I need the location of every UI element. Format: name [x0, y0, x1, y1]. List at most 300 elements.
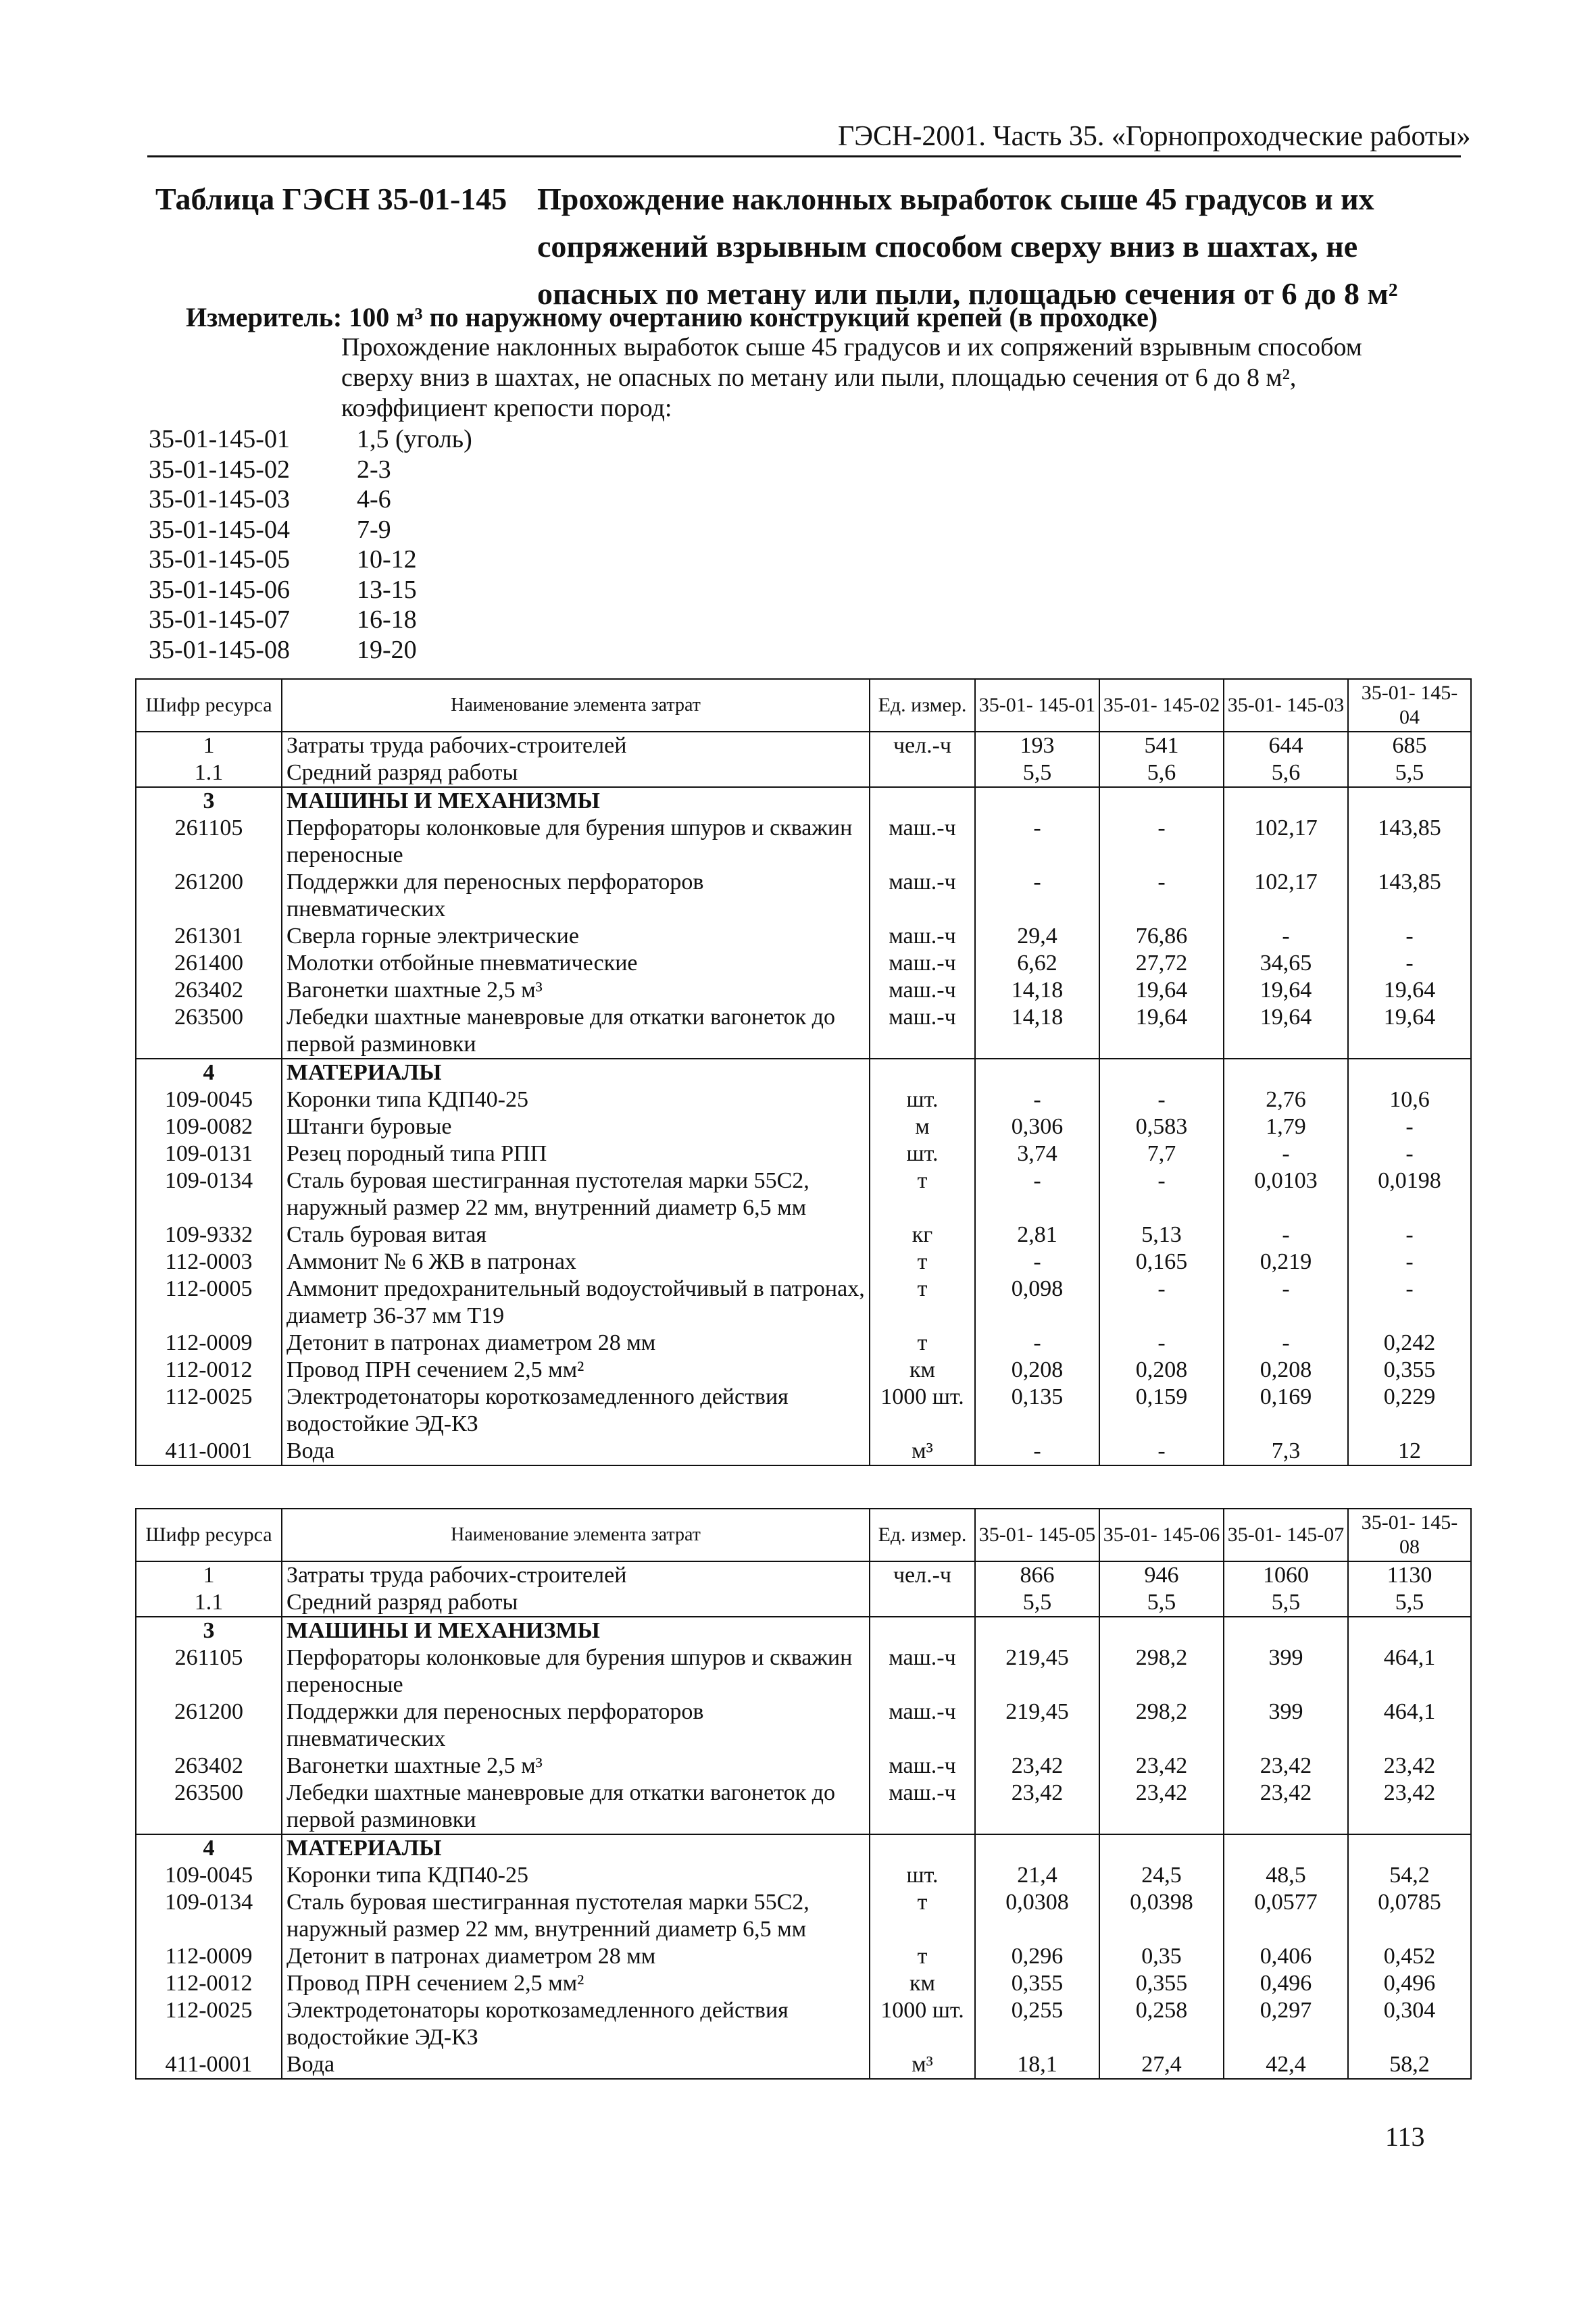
norm-value: - [1224, 1330, 1348, 1357]
element-name: Вагонетки шахтные 2,5 м³ [282, 1753, 870, 1780]
norm-value: - [1099, 1330, 1224, 1357]
code-hardness: 13-15 [357, 575, 417, 604]
norm-value: - [1099, 1167, 1224, 1222]
table-row [136, 923, 1471, 950]
element-name: Вагонетки шахтные 2,5 м³ [282, 977, 870, 1004]
unit: км [870, 1970, 975, 1997]
norm-value: 14,18 [975, 1004, 1099, 1059]
norm-value [1224, 787, 1348, 815]
code-id: 35-01-145-05 [149, 545, 290, 574]
norm-value: - [1224, 1222, 1348, 1249]
norm-value: 2,76 [1224, 1086, 1348, 1113]
norm-value: 34,65 [1224, 950, 1348, 977]
title-text [537, 176, 1483, 318]
description-line: коэффициент крепости пород: [341, 394, 672, 422]
element-name: Лебедки шахтные маневровые для откатки вагонеток до первой разминовки [282, 1004, 870, 1059]
table-row [136, 977, 1471, 1004]
section-title: МАШИНЫ И МЕХАНИЗМЫ [282, 1617, 870, 1644]
norm-value: 12 [1348, 1438, 1471, 1465]
table-row [136, 815, 1471, 869]
norm-value: 23,42 [1099, 1753, 1224, 1780]
work-description [341, 332, 1476, 424]
element-name: Провод ПРН сечением 2,5 мм² [282, 1970, 870, 1997]
norm-value: 866 [975, 1561, 1099, 1589]
table-row [136, 1561, 1471, 1589]
resource-code: 112-0012 [136, 1970, 282, 1997]
unit: т [870, 1249, 975, 1276]
resource-code: 261105 [136, 815, 282, 869]
unit: т [870, 1889, 975, 1943]
resources-table-2 [135, 1508, 1472, 2080]
norm-value: - [1348, 1249, 1471, 1276]
norm-value: 23,42 [1224, 1780, 1348, 1834]
norm-value: 0,135 [975, 1384, 1099, 1438]
table-row [136, 1059, 1471, 1086]
unit: т [870, 1330, 975, 1357]
element-name: Поддержки для переносных перфораторов пневматических [282, 869, 870, 923]
code-row [149, 575, 472, 605]
header-unit: Ед. измер. [870, 679, 975, 732]
norm-value: 946 [1099, 1561, 1224, 1589]
unit: шт. [870, 1140, 975, 1167]
norm-value: 0,0398 [1099, 1889, 1224, 1943]
table-row [136, 1753, 1471, 1780]
resource-code: 411-0001 [136, 2051, 282, 2079]
table-row [136, 1970, 1471, 1997]
table-row [136, 1140, 1471, 1167]
resource-code: 263500 [136, 1004, 282, 1059]
resource-code: 112-0003 [136, 1249, 282, 1276]
element-name: Детонит в патронах диаметром 28 мм [282, 1330, 870, 1357]
header-norm: 35-01- 145-08 [1348, 1509, 1471, 1561]
norm-value: 0,496 [1348, 1970, 1471, 1997]
norm-value: 0,169 [1224, 1384, 1348, 1438]
header-norm: 35-01- 145-05 [975, 1509, 1099, 1561]
unit: 1000 шт. [870, 1384, 975, 1438]
resource-code: 1.1 [136, 1589, 282, 1617]
norm-value: 5,5 [1099, 1589, 1224, 1617]
element-name: Коронки типа КДП40-25 [282, 1862, 870, 1889]
element-name: Поддержки для переносных перфораторов пневматических [282, 1699, 870, 1753]
header-element-name: Наименование элемента затрат [282, 679, 870, 732]
norm-value: 54,2 [1348, 1862, 1471, 1889]
norm-value: 6,62 [975, 950, 1099, 977]
code-hardness: 7-9 [357, 515, 391, 544]
description-line: Прохождение наклонных выработок сыше 45 градусов и их сопряжений взрывным способом [341, 333, 1362, 361]
table-row [136, 1438, 1471, 1465]
unit: т [870, 1276, 975, 1330]
element-name: Аммонит предохранительный водоустойчивый в патронах, диаметр 36-37 мм Т19 [282, 1276, 870, 1330]
norm-value: 0,208 [975, 1357, 1099, 1384]
norm-value: 48,5 [1224, 1862, 1348, 1889]
norm-value: - [1348, 1222, 1471, 1249]
table-row [136, 1834, 1471, 1862]
norm-value: 219,45 [975, 1644, 1099, 1699]
norm-value: 0,355 [1348, 1357, 1471, 1384]
unit: т [870, 1167, 975, 1222]
element-name: Коронки типа КДП40-25 [282, 1086, 870, 1113]
code-id: 35-01-145-02 [149, 455, 290, 484]
unit: маш.-ч [870, 815, 975, 869]
norm-value: 0,159 [1099, 1384, 1224, 1438]
norm-value: 1130 [1348, 1561, 1471, 1589]
norm-value: 399 [1224, 1644, 1348, 1699]
header-element-name: Наименование элемента затрат [282, 1509, 870, 1561]
norm-value: 0,406 [1224, 1943, 1348, 1970]
norm-value: 14,18 [975, 977, 1099, 1004]
norm-value: 21,4 [975, 1862, 1099, 1889]
norm-value: 23,42 [1224, 1753, 1348, 1780]
unit: шт. [870, 1862, 975, 1889]
measure-unit: Измеритель: 100 м³ по наружному очертанию конструкций крепей (в проходке) [186, 302, 1158, 332]
resource-code: 112-0005 [136, 1276, 282, 1330]
table-row [136, 2051, 1471, 2079]
code-hardness: 19-20 [357, 635, 417, 664]
unit: 1000 шт. [870, 1997, 975, 2051]
unit: чел.-ч [870, 1561, 975, 1589]
header-norm: 35-01- 145-02 [1099, 679, 1224, 732]
resource-code: 4 [136, 1834, 282, 1862]
header-rule [147, 155, 1461, 157]
norm-value: 685 [1348, 732, 1471, 759]
code-hardness: 10-12 [357, 545, 417, 574]
norm-value: 5,6 [1224, 759, 1348, 787]
norm-value [1348, 1834, 1471, 1862]
norm-value: 23,42 [1099, 1780, 1224, 1834]
norm-value [1099, 1059, 1224, 1086]
element-name: Сталь буровая витая [282, 1222, 870, 1249]
table-row [136, 1276, 1471, 1330]
norm-value: 0,208 [1224, 1357, 1348, 1384]
norm-value: 541 [1099, 732, 1224, 759]
element-name: Затраты труда рабочих-строителей [282, 1561, 870, 1589]
unit: маш.-ч [870, 1780, 975, 1834]
norm-value: 143,85 [1348, 869, 1471, 923]
norm-value: 0,496 [1224, 1970, 1348, 1997]
norm-value: 3,74 [975, 1140, 1099, 1167]
header-resource-code: Шифр ресурса [136, 1509, 282, 1561]
header-norm: 35-01- 145-03 [1224, 679, 1348, 732]
unit: кг [870, 1222, 975, 1249]
norm-value: 23,42 [975, 1753, 1099, 1780]
norm-value: 298,2 [1099, 1644, 1224, 1699]
norm-value: 23,42 [975, 1780, 1099, 1834]
norm-value: 19,64 [1224, 1004, 1348, 1059]
unit [870, 1589, 975, 1617]
norm-value: - [1099, 815, 1224, 869]
norm-value: 102,17 [1224, 869, 1348, 923]
table-row [136, 1862, 1471, 1889]
norm-value [975, 1617, 1099, 1644]
section-title: МАТЕРИАЛЫ [282, 1059, 870, 1086]
norm-value: - [1348, 1276, 1471, 1330]
running-header: ГЭСН-2001. Часть 35. «Горнопроходческие работы» [838, 121, 1471, 152]
element-name: Вода [282, 2051, 870, 2079]
resource-code: 3 [136, 787, 282, 815]
code-id: 35-01-145-04 [149, 515, 290, 544]
norm-value: - [1348, 1140, 1471, 1167]
norm-value [975, 1059, 1099, 1086]
resource-code: 109-9332 [136, 1222, 282, 1249]
norm-value: - [1348, 1113, 1471, 1140]
table-row [136, 1699, 1471, 1753]
table-row [136, 1330, 1471, 1357]
norm-value: 193 [975, 732, 1099, 759]
resource-code: 263402 [136, 1753, 282, 1780]
norm-value: - [975, 815, 1099, 869]
description-line: сверху вниз в шахтах, не опасных по метану или пыли, площадью сечения от 6 до 8 м², [341, 363, 1297, 392]
unit: м³ [870, 1438, 975, 1465]
norm-value [1348, 787, 1471, 815]
resource-code: 263402 [136, 977, 282, 1004]
norm-value: 2,81 [975, 1222, 1099, 1249]
table-row [136, 1086, 1471, 1113]
table-row [136, 1384, 1471, 1438]
norm-value: 143,85 [1348, 815, 1471, 869]
norm-value: - [975, 1167, 1099, 1222]
table-row [136, 1113, 1471, 1140]
norm-value: 0,098 [975, 1276, 1099, 1330]
norm-value: 0,452 [1348, 1943, 1471, 1970]
resource-code: 1.1 [136, 759, 282, 787]
unit [870, 787, 975, 815]
code-hardness: 2-3 [357, 455, 391, 484]
norm-value: 5,6 [1099, 759, 1224, 787]
header-norm: 35-01- 145-07 [1224, 1509, 1348, 1561]
title-line: сопряжений взрывным способом сверху вниз в шахтах, не [537, 229, 1358, 263]
norm-value: 29,4 [975, 923, 1099, 950]
header-norm: 35-01- 145-06 [1099, 1509, 1224, 1561]
norm-value: 0,583 [1099, 1113, 1224, 1140]
norm-value: 0,208 [1099, 1357, 1224, 1384]
element-name: Средний разряд работы [282, 759, 870, 787]
unit [870, 1059, 975, 1086]
norm-value: 0,165 [1099, 1249, 1224, 1276]
norm-value: 23,42 [1348, 1753, 1471, 1780]
code-id: 35-01-145-03 [149, 485, 290, 513]
element-name: Резец породный типа РПП [282, 1140, 870, 1167]
table-row [136, 1780, 1471, 1834]
norm-value [1348, 1617, 1471, 1644]
norm-value: 1060 [1224, 1561, 1348, 1589]
norm-value: - [1099, 1276, 1224, 1330]
code-hardness: 1,5 (уголь) [357, 425, 472, 453]
table-row [136, 950, 1471, 977]
title-prefix: Таблица ГЭСН 35-01-145 [155, 182, 507, 216]
section-title: МАТЕРИАЛЫ [282, 1834, 870, 1862]
norm-value: - [975, 1330, 1099, 1357]
norm-value: 5,5 [975, 759, 1099, 787]
unit: чел.-ч [870, 732, 975, 759]
norm-value: 10,6 [1348, 1086, 1471, 1113]
norm-value: 5,13 [1099, 1222, 1224, 1249]
table-row [136, 787, 1471, 815]
unit: маш.-ч [870, 950, 975, 977]
norm-value: 5,5 [1348, 759, 1471, 787]
resources-table-1 [135, 678, 1472, 1466]
resource-code: 109-0045 [136, 1086, 282, 1113]
element-name: Детонит в патронах диаметром 28 мм [282, 1943, 870, 1970]
norm-value: 76,86 [1099, 923, 1224, 950]
header-resource-code: Шифр ресурса [136, 679, 282, 732]
table-row [136, 1644, 1471, 1699]
norm-value: 7,7 [1099, 1140, 1224, 1167]
element-name: Перфораторы колонковые для бурения шпуров и скважин переносные [282, 815, 870, 869]
norm-value: 1,79 [1224, 1113, 1348, 1140]
unit: маш.-ч [870, 869, 975, 923]
norm-value: 0,0785 [1348, 1889, 1471, 1943]
element-name: Электродетонаторы короткозамедленного действия водостойкие ЭД-КЗ [282, 1997, 870, 2051]
element-name: Молотки отбойные пневматические [282, 950, 870, 977]
norm-value: 102,17 [1224, 815, 1348, 869]
norm-value [1099, 787, 1224, 815]
code-row [149, 515, 472, 545]
norm-value: 19,64 [1099, 1004, 1224, 1059]
norm-value: 0,219 [1224, 1249, 1348, 1276]
unit: маш.-ч [870, 1644, 975, 1699]
unit: км [870, 1357, 975, 1384]
norm-value: - [1224, 1276, 1348, 1330]
resource-code: 109-0134 [136, 1889, 282, 1943]
resource-code: 261200 [136, 869, 282, 923]
code-hardness: 4-6 [357, 485, 391, 513]
element-name: Средний разряд работы [282, 1589, 870, 1617]
title-line: опасных по метану или пыли, площадью сечения от 6 до 8 м² [537, 276, 1398, 311]
norm-value: 0,35 [1099, 1943, 1224, 1970]
norm-value: 0,255 [975, 1997, 1099, 2051]
norm-value: - [975, 1438, 1099, 1465]
resource-code: 261400 [136, 950, 282, 977]
norm-value: 19,64 [1348, 977, 1471, 1004]
table-row [136, 1222, 1471, 1249]
norm-value [1099, 1834, 1224, 1862]
norm-value: 0,355 [975, 1970, 1099, 1997]
norm-value: 644 [1224, 732, 1348, 759]
norm-value: 0,258 [1099, 1997, 1224, 2051]
resource-code: 263500 [136, 1780, 282, 1834]
norm-value [975, 1834, 1099, 1862]
norm-value: 19,64 [1099, 977, 1224, 1004]
norm-value: 0,304 [1348, 1997, 1471, 2051]
norm-value: 0,242 [1348, 1330, 1471, 1357]
resource-code: 4 [136, 1059, 282, 1086]
norm-value: 5,5 [1224, 1589, 1348, 1617]
norm-value: 19,64 [1224, 977, 1348, 1004]
norm-value: - [975, 1249, 1099, 1276]
table-row [136, 1589, 1471, 1617]
element-name: Аммонит № 6 ЖВ в патронах [282, 1249, 870, 1276]
unit: м³ [870, 2051, 975, 2079]
title-line: Прохождение наклонных выработок сыше 45 градусов и их [537, 182, 1374, 216]
norm-value: 5,5 [975, 1589, 1099, 1617]
norm-value: - [1348, 950, 1471, 977]
norm-value: 0,306 [975, 1113, 1099, 1140]
table-row [136, 1357, 1471, 1384]
table-row [136, 869, 1471, 923]
norm-value: 0,355 [1099, 1970, 1224, 1997]
norm-value: 42,4 [1224, 2051, 1348, 2079]
code-row [149, 484, 472, 515]
unit [870, 759, 975, 787]
norm-value [1224, 1617, 1348, 1644]
norm-value: 0,0103 [1224, 1167, 1348, 1222]
element-name: Штанги буровые [282, 1113, 870, 1140]
table-row [136, 1997, 1471, 2051]
element-name: Сталь буровая шестигранная пустотелая марки 55С2, наружный размер 22 мм, внутренний диаметр 6,5 мм [282, 1167, 870, 1222]
section-title: МАШИНЫ И МЕХАНИЗМЫ [282, 787, 870, 815]
element-name: Сверла горные электрические [282, 923, 870, 950]
code-row [149, 424, 472, 455]
unit: маш.-ч [870, 1699, 975, 1753]
unit: м [870, 1113, 975, 1140]
norm-value: - [975, 1086, 1099, 1113]
norm-value: 0,229 [1348, 1384, 1471, 1438]
norm-value: 23,42 [1348, 1780, 1471, 1834]
norm-value: 58,2 [1348, 2051, 1471, 2079]
code-row [149, 635, 472, 665]
table-row [136, 1004, 1471, 1059]
norm-value [1224, 1834, 1348, 1862]
norm-value: 24,5 [1099, 1862, 1224, 1889]
unit: маш.-ч [870, 1753, 975, 1780]
resource-code: 112-0012 [136, 1357, 282, 1384]
element-name: Сталь буровая шестигранная пустотелая марки 55С2, наружный размер 22 мм, внутренний диаметр 6,5 мм [282, 1889, 870, 1943]
norm-value [1099, 1617, 1224, 1644]
norm-value: - [1099, 1086, 1224, 1113]
norm-value [1224, 1059, 1348, 1086]
unit [870, 1617, 975, 1644]
element-name: Лебедки шахтные маневровые для откатки вагонеток до первой разминовки [282, 1780, 870, 1834]
norm-value: - [1224, 923, 1348, 950]
unit: т [870, 1943, 975, 1970]
table-row [136, 732, 1471, 759]
norm-value: 0,0308 [975, 1889, 1099, 1943]
element-name: Вода [282, 1438, 870, 1465]
norm-value: 27,4 [1099, 2051, 1224, 2079]
resource-code: 112-0009 [136, 1330, 282, 1357]
table-row [136, 759, 1471, 787]
table-row [136, 1617, 1471, 1644]
resource-code: 261301 [136, 923, 282, 950]
resource-code: 261200 [136, 1699, 282, 1753]
norm-value [1348, 1059, 1471, 1086]
code-row [149, 455, 472, 485]
code-row [149, 605, 472, 635]
norm-value: - [1348, 923, 1471, 950]
resource-code: 109-0045 [136, 1862, 282, 1889]
table-row [136, 1249, 1471, 1276]
unit: маш.-ч [870, 1004, 975, 1059]
codes-list [149, 424, 472, 665]
unit: шт. [870, 1086, 975, 1113]
element-name: Перфораторы колонковые для бурения шпуров и скважин переносные [282, 1644, 870, 1699]
norm-value: - [1099, 869, 1224, 923]
unit: маш.-ч [870, 977, 975, 1004]
table-row [136, 1943, 1471, 1970]
norm-value: 7,3 [1224, 1438, 1348, 1465]
page-number: 113 [1385, 2121, 1425, 2152]
element-name: Электродетонаторы короткозамедленного действия водостойкие ЭД-КЗ [282, 1384, 870, 1438]
norm-value: 464,1 [1348, 1644, 1471, 1699]
norm-value: 219,45 [975, 1699, 1099, 1753]
code-id: 35-01-145-08 [149, 635, 290, 664]
norm-value: 464,1 [1348, 1699, 1471, 1753]
norm-value: - [1099, 1438, 1224, 1465]
norm-value: 298,2 [1099, 1699, 1224, 1753]
norm-value: 27,72 [1099, 950, 1224, 977]
table-row [136, 1889, 1471, 1943]
norm-value: 399 [1224, 1699, 1348, 1753]
